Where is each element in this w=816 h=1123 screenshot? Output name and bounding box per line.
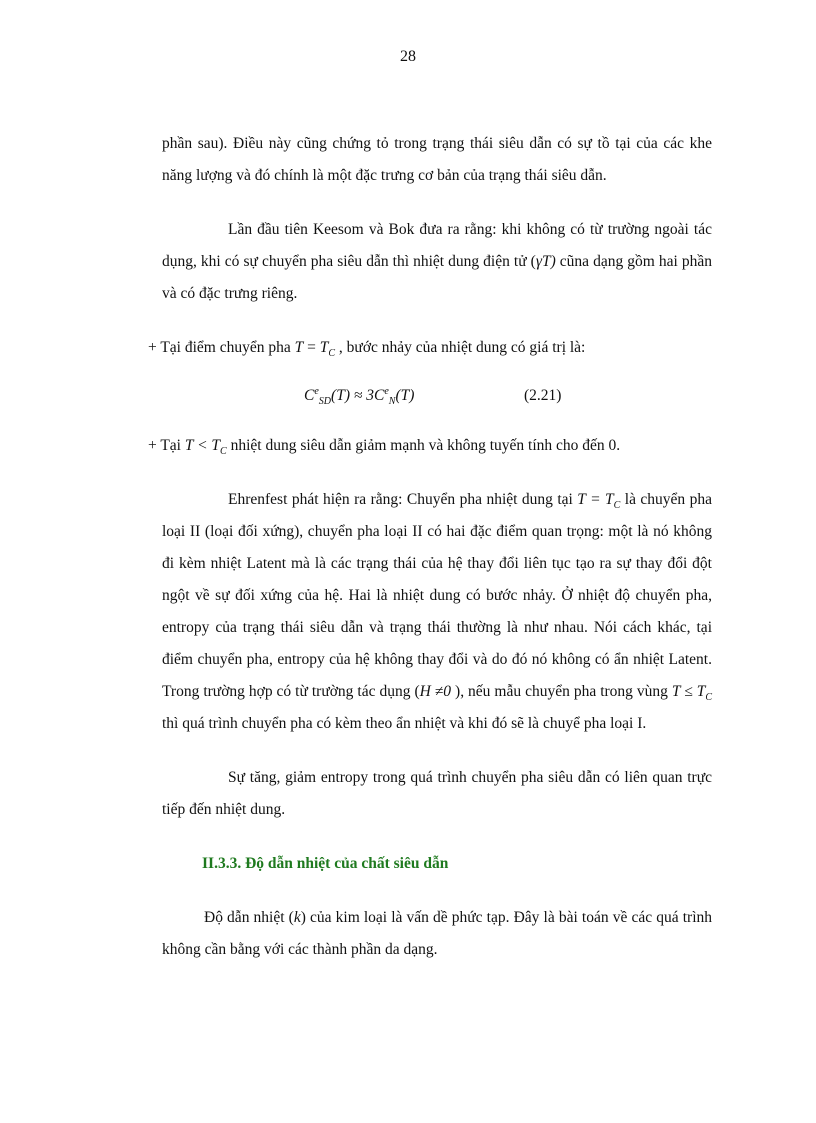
paragraph-5: Độ dẫn nhiệt (k) của kim loại là vấn dề phức tạp. Đây là bài toán về các quá trình không cần bằng với các thành phần da dạng.: [162, 909, 712, 958]
equation-body: $C^e_{SD}(T) \approx 3C^e_N(T)$: [304, 385, 415, 408]
paragraph-2: Lần đầu tiên Keesom và Bok đưa ra rằng: khi không có từ trường ngoài tác dụng, khi có sự chuyển pha siêu dẫn thì nhiệt dung điện tử (γT) cũna dạng gồm hai phần và có đặc trưng riêng.: [162, 221, 713, 302]
section-heading: II.3.3. Độ dẫn nhiệt của chất siêu dẫn: [202, 855, 449, 872]
paragraph-4: Sự tăng, giảm entropy trong quá trình chuyển pha siêu dẫn có liên quan trực tiếp đến nhiệt dung.: [162, 769, 712, 818]
bullet-2: + Tại $T < T_C$ nhiệt dung siêu dẫn giảm mạnh và không tuyến tính cho đến 0.: [148, 437, 621, 458]
page-number: 28: [400, 48, 416, 65]
paragraph-3: Ehrenfest phát hiện ra rằng: Chuyển pha nhiệt dung tại $T = T_C$ là chuyển pha loại II (loại đối xứng), chuyển pha loại II có hai đặc điểm quan trọng: một là nó không đi kèm nhiệt Latent mà là các trạng thái của hệ thay đổi liên tục tạo ra sự thay đổi đột ngột về sự đối xứng của hệ. Hai là nhiệt dung có bước nhảy. Ở nhiệt độ chuyển pha, entropy của trạng thái siêu dẫn và trạng thái thường là như nhau. Nói cách khác, tại điểm chuyển pha, entropy của hệ không thay đổi và do đó nó không có ẩn nhiệt Latent. Trong trường hợp có từ trường tác dụng (H ≠0 ), nếu mẫu chuyển pha trong vùng $T \le T_C$ thì quá trình chuyển pha có kèm theo ẩn nhiệt và khi đó sẽ là chuyể pha loại I.: [162, 491, 713, 732]
page-content: [148, 128, 713, 988]
equation-number: (2.21): [524, 387, 562, 404]
paragraph-1: phần sau). Điều này cũng chứng tỏ trong trạng thái siêu dẫn có sự tồ tại của các khe năng lượng và đó chính là một đặc trưng cơ bản của trạng thái siêu dẫn.: [162, 135, 712, 184]
bullet-1: + Tại điểm chuyển pha $T = T_C$ , bước nhảy của nhiệt dung có giá trị là:: [148, 339, 586, 360]
equation-2-21: [162, 380, 712, 412]
